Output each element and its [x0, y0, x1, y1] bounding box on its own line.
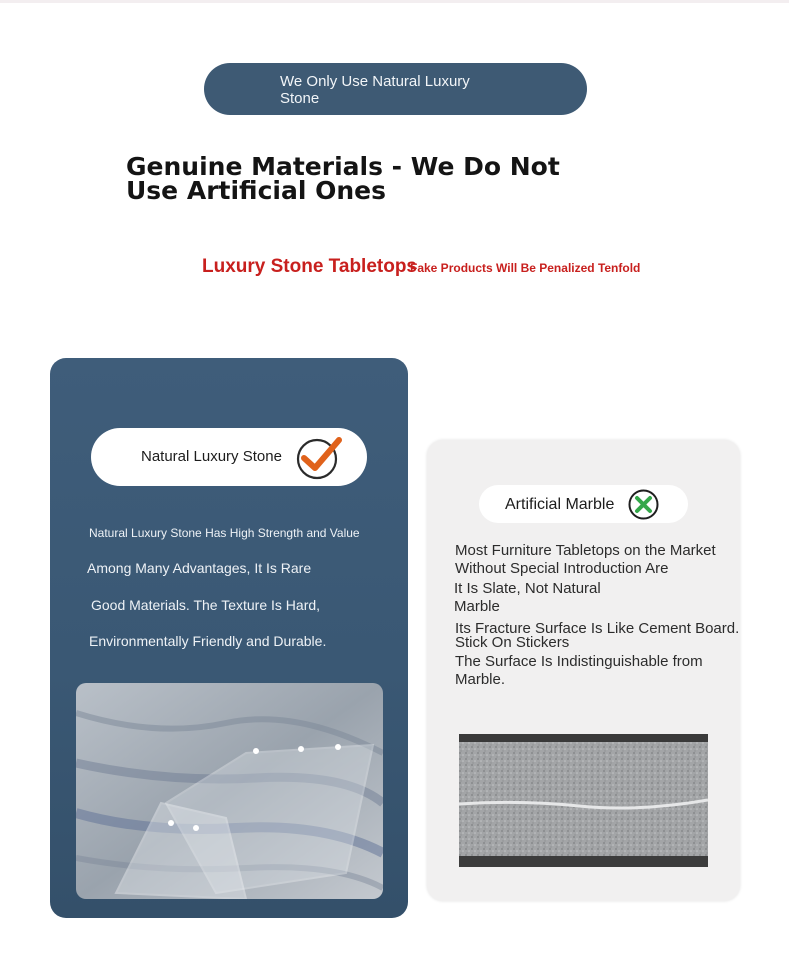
- top-divider: [0, 0, 789, 3]
- artificial-text-line: It Is Slate, Not Natural Marble: [454, 580, 601, 615]
- natural-text-line: Natural Luxury Stone Has High Strength and Value: [89, 526, 360, 540]
- natural-text-line: Environmentally Friendly and Durable.: [89, 633, 327, 649]
- x-mark-icon: [628, 489, 659, 520]
- check-icon: [296, 434, 342, 480]
- artificial-marble-pill: [479, 485, 688, 523]
- natural-text-line: Good Materials. The Texture Is Hard,: [91, 597, 321, 613]
- artificial-text-line: The Surface Is Indistinguishable from Marble.: [455, 653, 703, 688]
- natural-stone-label: Natural Luxury Stone: [141, 448, 282, 465]
- artificial-marble-label: Artificial Marble: [505, 496, 615, 513]
- artificial-text-line: Most Furniture Tabletops on the Market Without Special Introduction Are: [455, 542, 716, 577]
- natural-stone-card: [50, 358, 408, 918]
- artificial-marble-card: [427, 440, 740, 901]
- artificial-text-line: Stick On Stickers: [455, 634, 570, 651]
- artificial-stone-photo: [459, 734, 708, 867]
- artificial-text-line: Its Fracture Surface Is Like Cement Board.: [455, 620, 740, 637]
- sub-title: Luxury Stone Tabletops: [202, 256, 418, 277]
- banner-text: We Only Use Natural Luxury Stone: [280, 73, 470, 107]
- top-banner: [204, 63, 587, 115]
- natural-text-line: Among Many Advantages, It Is Rare: [87, 560, 312, 576]
- sub-note: Fake Products Will Be Penalized Tenfold: [410, 261, 641, 275]
- natural-stone-photo: [76, 683, 383, 899]
- natural-stone-pill: [91, 428, 367, 486]
- page-headline: Genuine Materials - We Do Not Use Artificial Ones: [126, 152, 560, 205]
